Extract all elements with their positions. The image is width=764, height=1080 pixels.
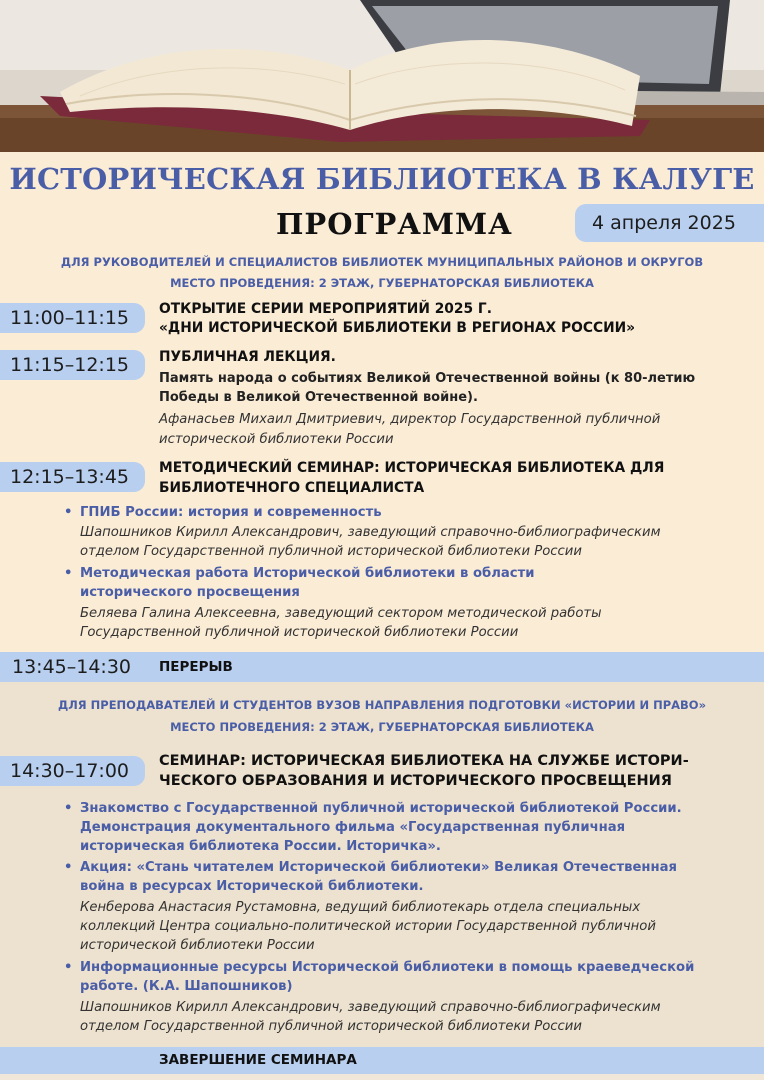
venue-line-1: МЕСТО ПРОВЕДЕНИЯ: 2 ЭТАЖ, ГУБЕРНАТОРСКАЯ БИБЛИОТЕКА — [170, 276, 594, 290]
item4-title-line1: СЕМИНАР: ИСТОРИЧЕСКАЯ БИБЛИОТЕКА НА СЛУЖБЕ ИСТОРИ- — [159, 753, 689, 769]
date-badge: 4 апреля 2025 — [575, 204, 764, 242]
item3-title-line2: БИБЛИОТЕЧНОГО СПЕЦИАЛИСТА — [159, 480, 425, 496]
time-badge-1: 11:00–11:15 — [0, 303, 145, 333]
topic-methodical-speaker-line1: Беляева Галина Алексеевна, заведующий сектором методической работы — [80, 606, 602, 621]
topic-resources-speaker-line1: Шапошников Кирилл Александрович, заведующий справочно-библиографическим — [80, 1000, 661, 1015]
program-heading: ПРОГРАММА — [276, 207, 513, 241]
time-badge-4: 14:30–17:00 — [0, 756, 145, 786]
open-book-illustration — [0, 0, 764, 152]
closing-label: ЗАВЕРШЕНИЕ СЕМИНАРА — [159, 1052, 357, 1068]
item4-title-line2: ЧЕСКОГО ОБРАЗОВАНИЯ И ИСТОРИЧЕСКОГО ПРОСВЕЩЕНИЯ — [159, 773, 672, 789]
topic-action-line2: война в ресурсах Исторической библиотеки. — [80, 879, 424, 894]
audience-line-1: ДЛЯ РУКОВОДИТЕЛЕЙ И СПЕЦИАЛИСТОВ БИБЛИОТЕК МУНИЦИПАЛЬНЫХ РАЙОНОВ И ОКРУГОВ — [60, 255, 704, 269]
item2-title: ПУБЛИЧНАЯ ЛЕКЦИЯ. — [159, 349, 336, 365]
topic-gpib-speaker-line2: отделом Государственной публичной исторической библиотеки России — [80, 544, 582, 559]
topic-methodical-speaker-line2: Государственной публичной исторической библиотеки России — [80, 625, 519, 640]
topic-action-line1: • Акция: «Стань читателем Исторической библиотеки» Великая Отечественная — [80, 858, 677, 877]
venue-line-2: МЕСТО ПРОВЕДЕНИЯ: 2 ЭТАЖ, ГУБЕРНАТОРСКАЯ БИБЛИОТЕКА — [170, 720, 594, 734]
item2-speaker-line1: Афанасьев Михаил Дмитриевич, директор Государственной публичной — [159, 412, 661, 427]
topic-methodical-work-line2: исторического просвещения — [80, 585, 300, 600]
break-bar — [0, 652, 764, 682]
page-title: ИСТОРИЧЕСКАЯ БИБЛИОТЕКА В КАЛУГЕ — [9, 162, 755, 196]
topic-intro-line2: Демонстрация документального фильма «Государственная публичная — [80, 820, 626, 835]
item1-title-line2: «ДНИ ИСТОРИЧЕСКОЙ БИБЛИОТЕКИ В РЕГИОНАХ РОССИИ» — [159, 320, 636, 336]
topic-action-speaker-line3: исторической библиотеки России — [80, 938, 315, 953]
topic-gpib-history: • ГПИБ России: история и современность — [80, 503, 382, 522]
topic-action-speaker-line2: коллекций Центра социально-политической истории Государственной публичной — [80, 919, 656, 934]
break-label: ПЕРЕРЫВ — [159, 659, 233, 675]
item1-title-line1: ОТКРЫТИЕ СЕРИИ МЕРОПРИЯТИЙ 2025 Г. — [159, 301, 492, 317]
closing-bar — [0, 1047, 764, 1074]
item2-speaker-line2: исторической библиотеки России — [159, 432, 394, 447]
time-badge-2: 11:15–12:15 — [0, 350, 145, 380]
topic-resources-line2: работе. (К.А. Шапошников) — [80, 979, 293, 994]
topic-action-speaker-line1: Кенберова Анастасия Рустамовна, ведущий библиотекарь отдела специальных — [80, 900, 641, 915]
audience-line-2: ДЛЯ ПРЕПОДАВАТЕЛЕЙ И СТУДЕНТОВ ВУЗОВ НАПРАВЛЕНИЯ ПОДГОТОВКИ «ИСТОРИИ И ПРАВО» — [57, 698, 706, 712]
bottom-strip — [0, 1074, 764, 1080]
break-time: 13:45–14:30 — [11, 656, 131, 678]
topic-intro-line1: • Знакомство с Государственной публичной исторической библиотекой России. — [80, 799, 682, 818]
topic-gpib-speaker-line1: Шапошников Кирилл Александрович, заведующий справочно-библиографическим — [80, 525, 661, 540]
time-badge-3: 12:15–13:45 — [0, 462, 145, 492]
item2-subtitle-line1: Память народа о событиях Великой Отечественной войны (к 80-летию — [159, 371, 696, 386]
topic-resources-line1: • Информационные ресурсы Исторической библиотеки в помощь краеведческой — [80, 958, 694, 977]
item2-subtitle-line2: Победы в Великой Отечественной войне). — [159, 390, 478, 405]
header-photo-book — [0, 0, 764, 152]
topic-resources-speaker-line2: отделом Государственной публичной исторической библиотеки России — [80, 1019, 582, 1034]
item3-title-line1: МЕТОДИЧЕСКИЙ СЕМИНАР: ИСТОРИЧЕСКАЯ БИБЛИОТЕКА ДЛЯ — [159, 460, 665, 476]
topic-intro-line3: историческая библиотека России. Историчка». — [80, 839, 441, 854]
topic-methodical-work-line1: • Методическая работа Исторической библиотеки в области — [80, 564, 534, 583]
